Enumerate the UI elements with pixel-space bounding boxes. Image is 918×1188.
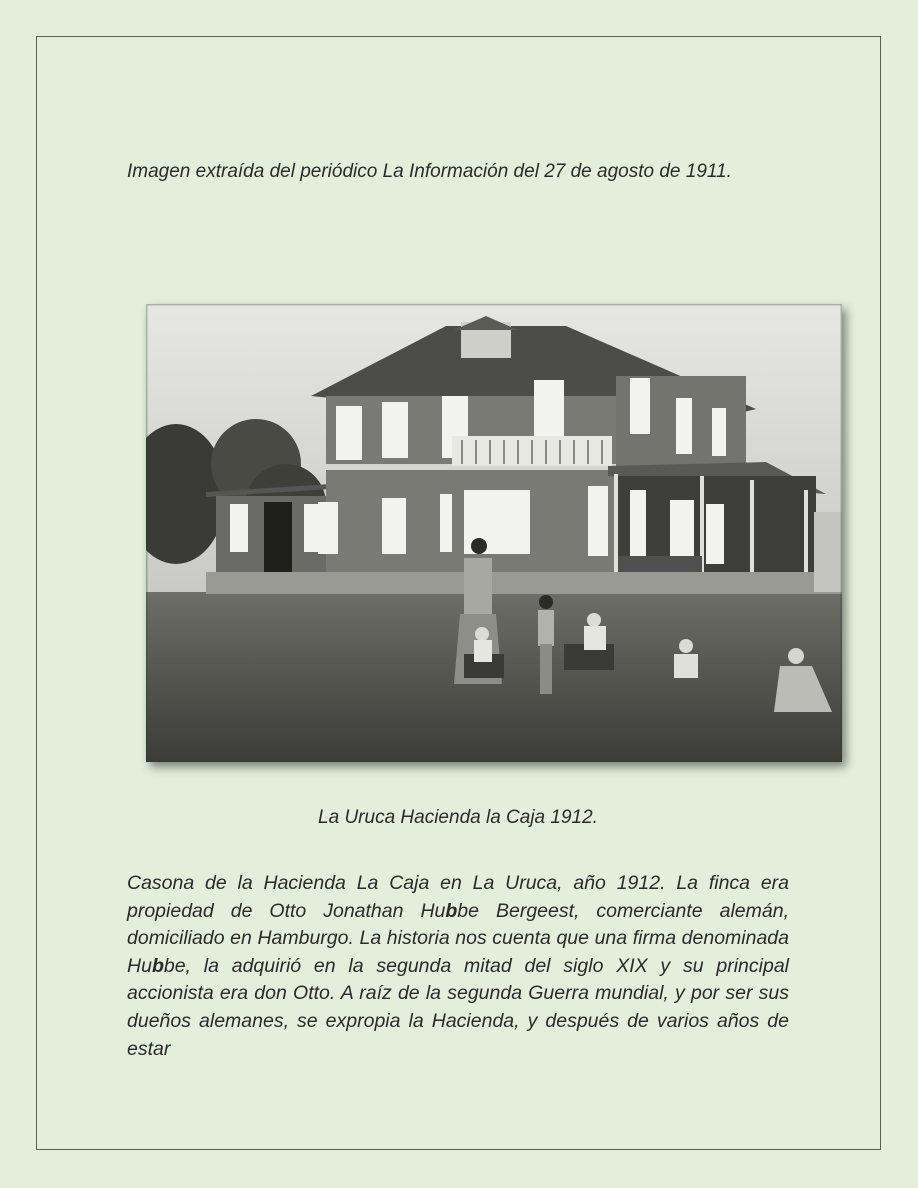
- body-text-part-2: be Bergeest, comerciante alemán, domiciliado en Hamburgo. La historia nos cuenta que una firma denominada Hu: [127, 899, 789, 977]
- body-text-part-1: Casona de la Hacienda La Caja en La Uruca, año 1912. La finca era propiedad de Otto Jonathan Hu: [127, 872, 789, 922]
- body-bold-letter-1: b: [445, 899, 458, 922]
- hacienda-photo: [146, 304, 842, 762]
- intro-text: Imagen extraída del periódico La Información del 27 de agosto de 1911.: [127, 161, 732, 182]
- photo-caption: La Uruca Hacienda la Caja 1912.: [318, 807, 598, 828]
- hacienda-photo-illustration: [146, 304, 842, 762]
- body-text-part-3: be, la adquirió en la segunda mitad del siglo XIX y su principal accionista era don Otto. A raíz de la segunda Guerra mundial, y por ser sus dueños alemanes, se expropia la Hacienda, y después de varios años de estar: [127, 954, 789, 1060]
- body-bold-letter-2: b: [151, 954, 164, 977]
- body-paragraph: [127, 870, 789, 1063]
